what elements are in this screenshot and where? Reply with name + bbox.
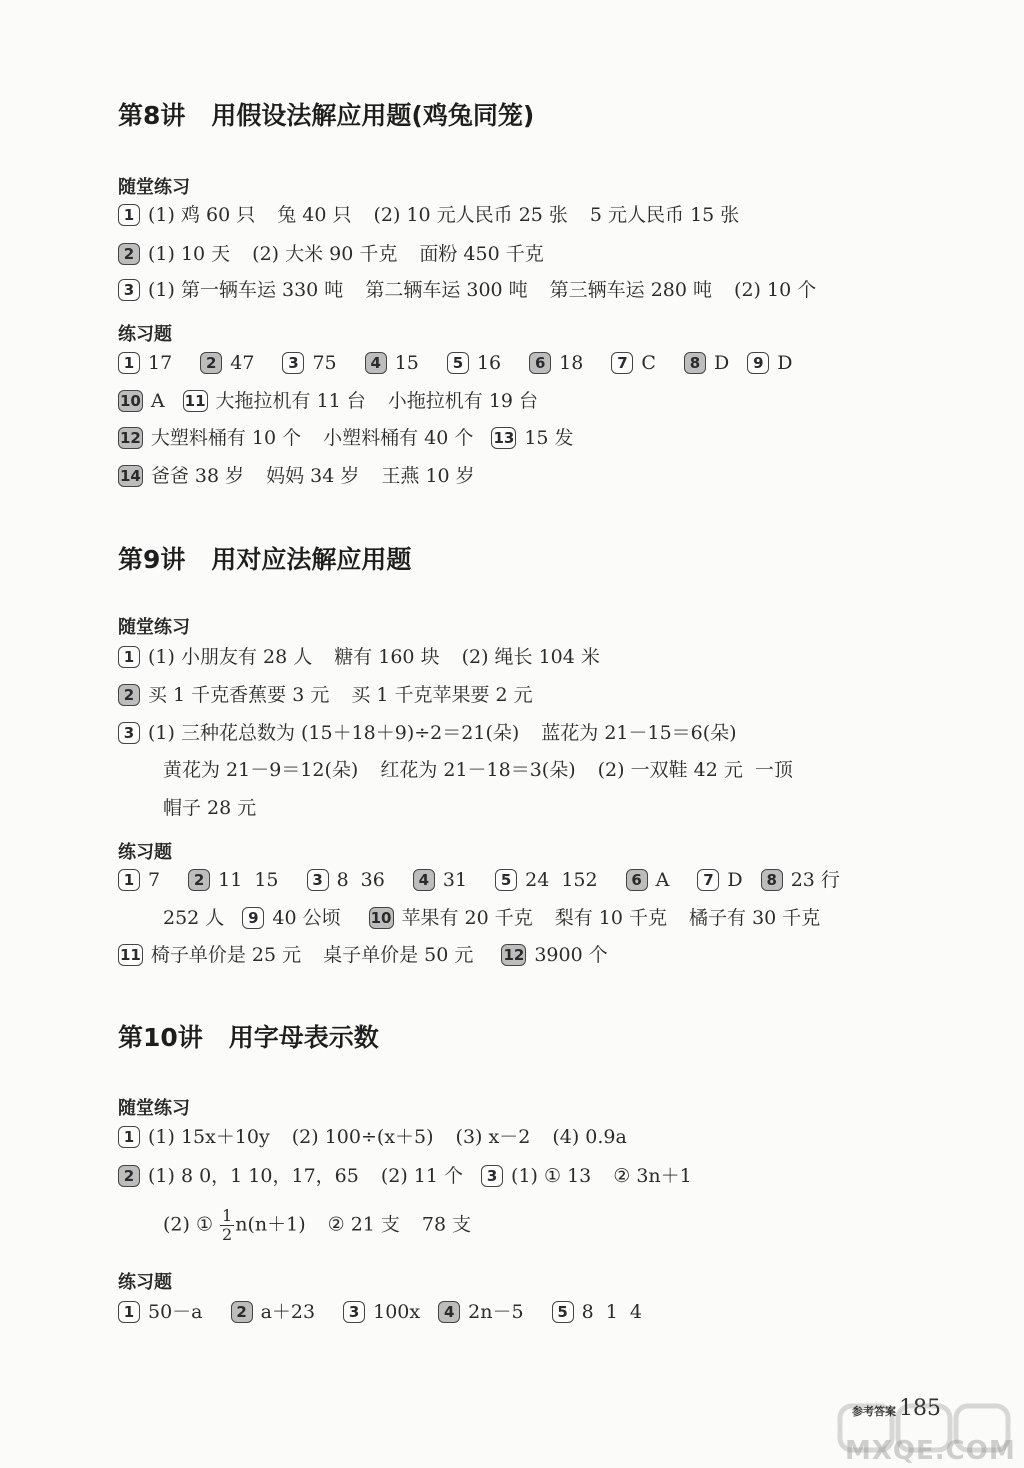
question-number-badge: 5 — [447, 352, 469, 374]
answer-text: 妈妈 34 岁 — [266, 465, 360, 487]
answer-text: (1) 小朋友有 28 人 — [148, 646, 313, 668]
watermark-site-text: MXQE.COM — [845, 1436, 1016, 1466]
lecture-9-number: 第9讲 — [118, 545, 186, 574]
lecture-8-classroom-item-1 — [118, 201, 739, 229]
question-number-badge: 1 — [118, 869, 140, 891]
lecture-8-classroom-heading: 随堂练习 — [118, 177, 190, 198]
answer-text: 7 — [148, 869, 161, 891]
question-number-badge: 3 — [282, 352, 304, 374]
answer-text: 18 — [559, 352, 584, 374]
lecture-9-classroom-item-2 — [118, 681, 533, 709]
answer-text: 47 — [230, 352, 255, 374]
answer-text: A — [150, 390, 165, 412]
lecture-8-exercise-row-4 — [118, 462, 475, 490]
answer-text: (2) 100÷(x＋5) — [291, 1126, 434, 1148]
page-footer — [852, 1396, 941, 1421]
lecture-8-topic: 用假设法解应用题(鸡兔同笼) — [211, 101, 535, 130]
answer-text: (1) 第一辆车运 330 吨 — [148, 279, 344, 301]
question-number-badge: 3 — [343, 1301, 365, 1323]
answer-text: 1 — [605, 1301, 618, 1323]
fraction-numerator: 1 — [222, 1206, 233, 1225]
question-number-badge: 10 — [370, 909, 392, 927]
answer-text: 红花为 21－18＝3(朵) — [380, 759, 576, 781]
lecture-10-classroom-item-2 — [118, 1162, 692, 1190]
lecture-9-exercise-row-2 — [163, 904, 820, 932]
lecture-9-exercise-row-3 — [118, 941, 608, 969]
answer-text: (2) ① — [163, 1213, 213, 1236]
question-number-badge: 9 — [242, 907, 264, 929]
answer-text: 15 发 — [524, 427, 574, 449]
page-number: 185 — [899, 1396, 941, 1421]
answer-text: (1) 鸡 60 只 — [148, 204, 256, 226]
footer-label: 参考答案 — [852, 1405, 896, 1418]
question-number-badge: 9 — [747, 352, 769, 374]
answer-text: 小塑料桶有 40 个 — [323, 427, 474, 449]
lecture-8-classroom-item-3 — [118, 276, 816, 304]
question-number-badge: 5 — [552, 1301, 574, 1323]
answer-text: D — [777, 352, 793, 374]
answer-text: 75 — [312, 352, 337, 374]
lecture-10-number: 第10讲 — [118, 1023, 203, 1052]
answer-text: C — [641, 352, 656, 374]
lecture-8-exercise-row-1 — [118, 349, 793, 377]
question-number-badge: 2 — [231, 1301, 253, 1323]
question-number-badge: 2 — [200, 352, 222, 374]
lecture-8-exercise-row-2 — [118, 387, 538, 415]
answer-text: 黄花为 21－9＝12(朵) — [163, 759, 359, 781]
answer-text: 36 — [360, 869, 385, 891]
answer-text: (4) 0.9a — [552, 1126, 627, 1148]
answer-text: (1) 三种花总数为 (15＋18＋9)÷2＝21(朵) — [148, 722, 520, 744]
lecture-9-classroom-item-1 — [118, 643, 600, 671]
answer-text: 3900 个 — [534, 944, 608, 966]
answer-text: (2) 大米 90 千克 — [252, 243, 398, 265]
answer-text: D — [727, 869, 743, 891]
answer-text: 2n－5 — [468, 1301, 524, 1323]
question-number-badge: 1 — [118, 646, 140, 668]
answer-text: 4 — [629, 1301, 642, 1323]
question-number-badge: 8 — [684, 352, 706, 374]
answer-text: 帽子 28 元 — [163, 797, 257, 819]
question-number-badge: 11 — [120, 946, 141, 964]
question-number-badge: 10 — [120, 392, 141, 410]
question-number-badge: 13 — [493, 429, 515, 447]
question-number-badge: 1 — [118, 1126, 140, 1148]
answer-text: 大拖拉机有 11 台 — [215, 390, 366, 412]
answer-text: 梨有 10 千克 — [554, 907, 668, 929]
question-number-badge: 2 — [118, 684, 140, 706]
lecture-10-exercise-heading: 练习题 — [118, 1272, 172, 1293]
lecture-9-classroom-item-3 — [118, 719, 737, 747]
question-number-badge: 5 — [495, 869, 517, 891]
lecture-8-exercise-heading: 练习题 — [118, 324, 172, 345]
question-number-badge: 7 — [697, 869, 719, 891]
answer-text: (2) 10 个 — [734, 279, 817, 301]
answer-text: 买 1 千克香蕉要 3 元 — [148, 684, 330, 706]
lecture-8-title — [118, 96, 534, 132]
lecture-8-number: 第8讲 — [118, 101, 186, 130]
answer-text: ② 21 支 — [327, 1213, 400, 1236]
lecture-9-classroom-item-3-cont2 — [163, 794, 256, 822]
lecture-9-title — [118, 540, 411, 576]
answer-text: 16 — [476, 352, 502, 374]
answer-text: 面粉 450 千克 — [419, 243, 544, 265]
question-number-badge: 1 — [118, 352, 140, 374]
lecture-8-exercise-row-3 — [118, 424, 574, 452]
question-number-badge: 3 — [481, 1165, 503, 1187]
answer-text: (2) 绳长 104 米 — [461, 646, 600, 668]
lecture-9-classroom-item-3-cont — [163, 756, 793, 784]
lecture-10-topic: 用字母表示数 — [228, 1023, 379, 1052]
question-number-badge: 1 — [118, 1301, 140, 1323]
question-number-badge: 4 — [438, 1301, 460, 1323]
answer-text: 152 — [561, 869, 598, 891]
question-number-badge: 14 — [120, 467, 141, 485]
answer-text: 糖有 160 块 — [334, 646, 440, 668]
question-number-badge: 8 — [761, 869, 783, 891]
question-number-badge: 7 — [611, 352, 633, 374]
lecture-10-classroom-item-1 — [118, 1123, 627, 1151]
question-number-badge: 6 — [626, 869, 648, 891]
answer-text: 50－a — [148, 1301, 203, 1323]
answer-text: (2) 11 个 — [380, 1165, 463, 1187]
question-number-badge: 3 — [118, 722, 140, 744]
answer-text: (1) ① 13 — [511, 1165, 592, 1187]
question-number-badge: 11 — [184, 392, 206, 410]
answer-text: 爸爸 38 岁 — [150, 465, 245, 487]
answer-text: ② 3n＋1 — [613, 1165, 692, 1187]
answer-text: a＋23 — [260, 1301, 316, 1323]
lecture-10-classroom-heading: 随堂练习 — [118, 1098, 190, 1119]
question-number-badge: 4 — [365, 352, 387, 374]
lecture-10-exercise-row-1 — [118, 1298, 642, 1326]
answer-text: 第二辆车运 300 吨 — [365, 279, 528, 301]
question-number-badge: 6 — [529, 352, 551, 374]
answer-text: 橘子有 30 千克 — [689, 907, 821, 929]
answer-text: 兔 40 只 — [277, 204, 352, 226]
answer-text: 买 1 千克苹果要 2 元 — [351, 684, 533, 706]
answer-text: 8 — [336, 869, 349, 891]
answer-text: 一顶 — [754, 759, 793, 781]
answer-text: (2) 10 元人民币 25 张 — [373, 204, 568, 226]
answer-text: 31 — [442, 869, 468, 891]
answer-text: (1) 15x＋10y — [148, 1126, 270, 1148]
answer-text: 8 — [581, 1301, 594, 1323]
question-number-badge: 1 — [118, 204, 140, 226]
answer-text: 78 支 — [421, 1213, 472, 1236]
lecture-10-title — [118, 1018, 379, 1054]
lecture-10-classroom-item-3-part-2 — [163, 1207, 471, 1244]
question-number-badge: 12 — [503, 946, 525, 964]
answer-text: 小拖拉机有 19 台 — [387, 390, 539, 412]
lecture-9-exercise-row-1 — [118, 866, 840, 894]
answer-text: 15 — [394, 352, 419, 374]
answer-text: 第三辆车运 280 吨 — [549, 279, 713, 301]
answer-text: (2) 一双鞋 42 元 — [597, 759, 743, 781]
question-number-badge: 2 — [118, 1165, 140, 1187]
answer-text: 17 — [148, 352, 173, 374]
answer-text: A — [655, 869, 670, 891]
answer-text: (3) x－2 — [455, 1126, 531, 1148]
answer-text: 24 — [525, 869, 550, 891]
question-number-badge: 2 — [118, 243, 140, 265]
lecture-8-classroom-item-2 — [118, 240, 544, 268]
answer-text: n(n＋1) — [235, 1213, 306, 1236]
lecture-9-classroom-heading: 随堂练习 — [118, 617, 190, 638]
fraction — [220, 1207, 234, 1244]
question-number-badge: 4 — [413, 869, 435, 891]
lecture-9-exercise-heading: 练习题 — [118, 842, 172, 863]
question-number-badge: 3 — [307, 869, 329, 891]
answer-text: (1) 8 0，1 10，17，65 — [148, 1165, 359, 1187]
answer-text: 15 — [254, 869, 279, 891]
answer-text: D — [714, 352, 730, 374]
question-number-badge: 2 — [188, 869, 210, 891]
question-number-badge: 3 — [118, 279, 140, 301]
answer-text: 11 — [218, 869, 243, 891]
answer-text: 椅子单价是 25 元 — [150, 944, 302, 966]
answer-text: 王燕 10 岁 — [381, 465, 475, 487]
answer-text: 252 人 — [163, 907, 225, 929]
answer-text: 苹果有 20 千克 — [401, 907, 533, 929]
question-number-badge: 12 — [120, 429, 141, 447]
answer-text: 40 公顷 — [272, 907, 341, 929]
answer-text: 大塑料桶有 10 个 — [150, 427, 302, 449]
answer-text: 23 行 — [790, 869, 840, 891]
fraction-denominator: 2 — [222, 1225, 233, 1244]
answer-text: 5 元人民币 15 张 — [589, 204, 740, 226]
answer-text: (1) 10 天 — [148, 243, 231, 265]
answer-text: 桌子单价是 50 元 — [323, 944, 474, 966]
lecture-9-topic: 用对应法解应用题 — [211, 545, 412, 574]
answer-text: 100x — [373, 1301, 421, 1323]
answer-text: 蓝花为 21－15＝6(朵) — [541, 722, 737, 744]
